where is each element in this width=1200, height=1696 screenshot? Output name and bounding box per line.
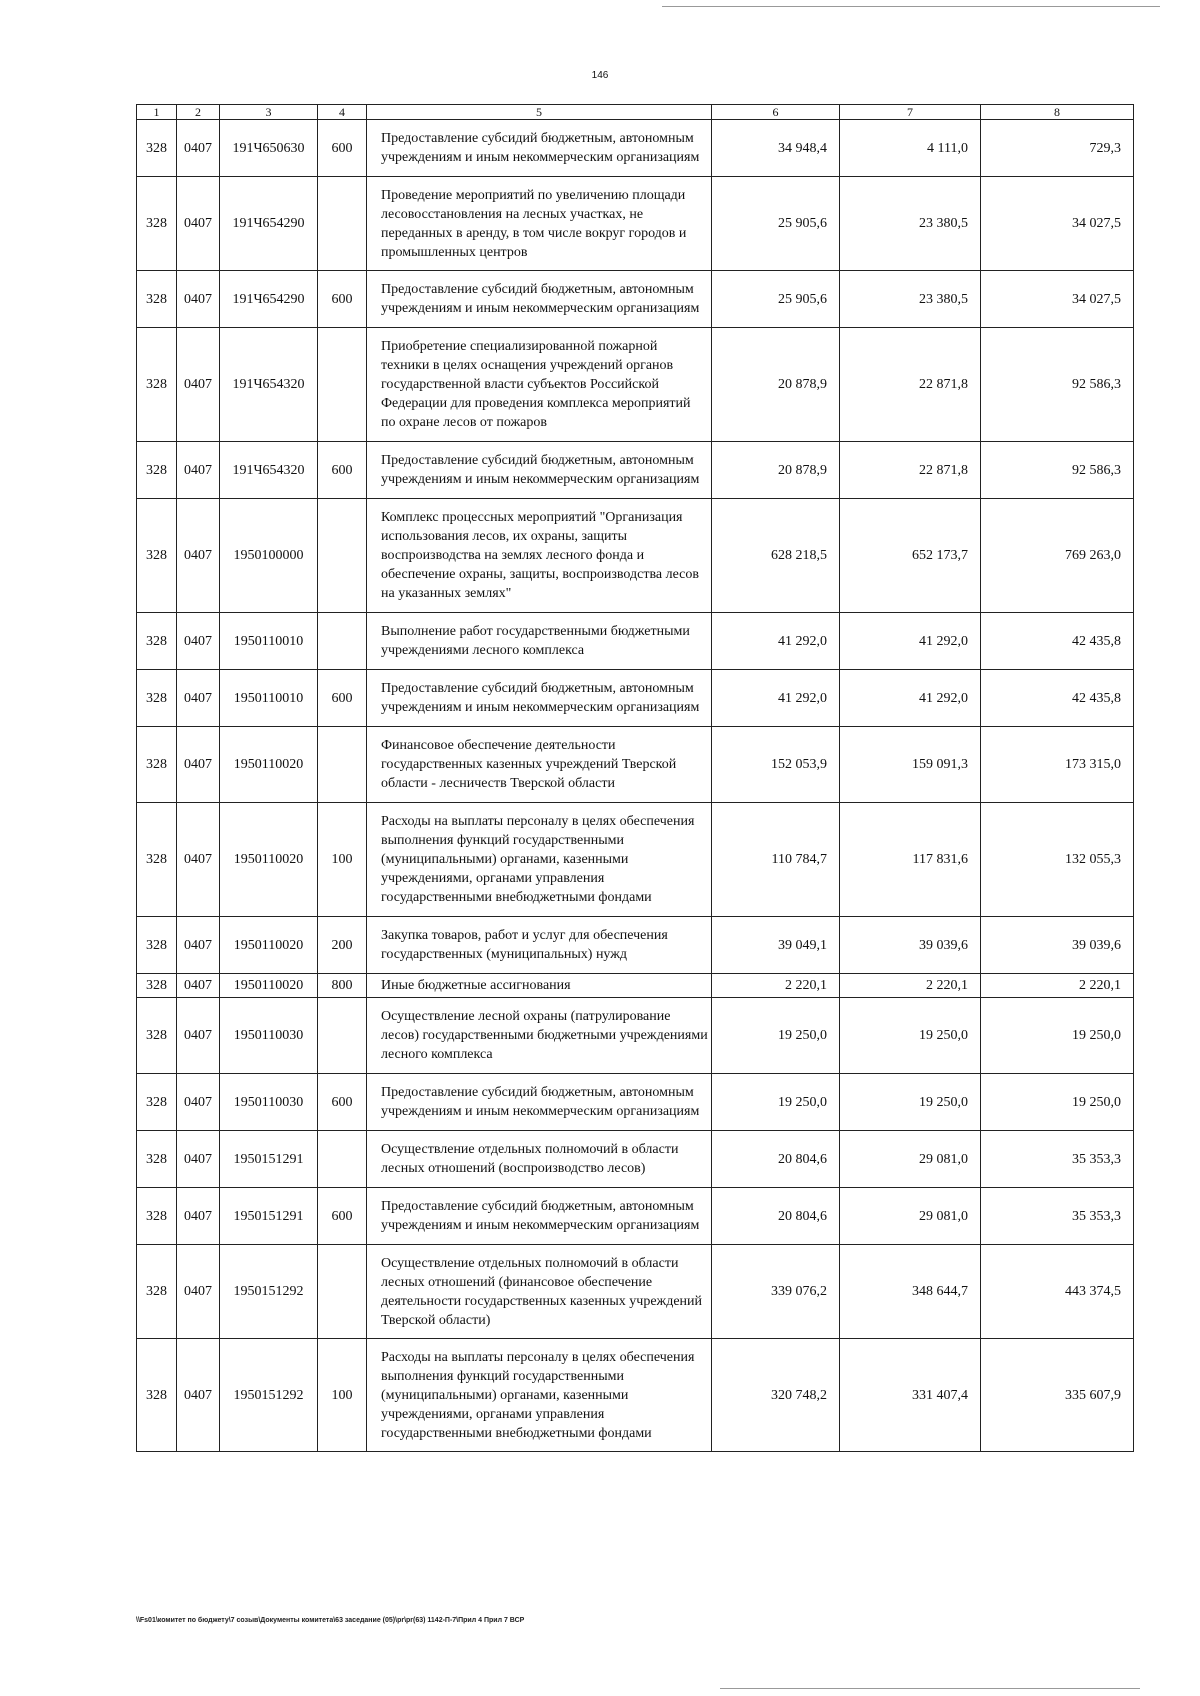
cell-value-6: 320 748,2 [712, 1339, 840, 1452]
cell-value-8: 92 586,3 [981, 328, 1134, 442]
header-col-1: 1 [137, 105, 177, 120]
cell-expense-type: 800 [318, 974, 367, 998]
cell-section: 0407 [177, 328, 220, 442]
cell-chapter: 328 [137, 499, 177, 613]
table-row [137, 1245, 1134, 1339]
table-row [137, 271, 1134, 328]
cell-chapter: 328 [137, 613, 177, 670]
cell-section: 0407 [177, 1245, 220, 1339]
cell-target-article: 1950110030 [220, 1074, 318, 1131]
cell-value-7: 19 250,0 [840, 1074, 981, 1131]
cell-chapter: 328 [137, 1131, 177, 1188]
cell-value-8: 335 607,9 [981, 1339, 1134, 1452]
footer-file-path: \\Fs01\комитет по бюджету\7 созыв\Документы комитета\63 заседание (05)\pr\pr(63) 1142-П-7\Прил 4 Прил 7 ВСР [136, 1617, 525, 1624]
cell-value-8: 2 220,1 [981, 974, 1134, 998]
cell-section: 0407 [177, 120, 220, 177]
cell-section: 0407 [177, 613, 220, 670]
cell-section: 0407 [177, 1188, 220, 1245]
cell-chapter: 328 [137, 271, 177, 328]
cell-target-article: 191Ч654290 [220, 177, 318, 271]
cell-value-7: 23 380,5 [840, 177, 981, 271]
table-row [137, 1188, 1134, 1245]
cell-expense-type [318, 998, 367, 1074]
cell-chapter: 328 [137, 917, 177, 974]
cell-expense-type: 100 [318, 803, 367, 917]
cell-value-8: 39 039,6 [981, 917, 1134, 974]
cell-chapter: 328 [137, 998, 177, 1074]
cell-chapter: 328 [137, 177, 177, 271]
cell-section: 0407 [177, 1074, 220, 1131]
cell-chapter: 328 [137, 442, 177, 499]
header-col-5: 5 [367, 105, 712, 120]
cell-target-article: 1950110020 [220, 803, 318, 917]
scan-top-line [662, 6, 1160, 7]
cell-value-6: 20 804,6 [712, 1131, 840, 1188]
cell-section: 0407 [177, 917, 220, 974]
cell-expense-type [318, 727, 367, 803]
cell-value-6: 25 905,6 [712, 271, 840, 328]
cell-target-article: 1950100000 [220, 499, 318, 613]
cell-section: 0407 [177, 1339, 220, 1452]
cell-chapter: 328 [137, 1074, 177, 1131]
cell-expense-type: 200 [318, 917, 367, 974]
scan-bottom-line [720, 1688, 1140, 1689]
cell-value-8: 92 586,3 [981, 442, 1134, 499]
cell-value-7: 652 173,7 [840, 499, 981, 613]
cell-section: 0407 [177, 442, 220, 499]
cell-description: Предоставление субсидий бюджетным, автономным учреждениям и иным некоммерческим организациям [367, 1188, 712, 1245]
cell-target-article: 1950151291 [220, 1188, 318, 1245]
cell-value-7: 22 871,8 [840, 442, 981, 499]
table-row [137, 1131, 1134, 1188]
header-col-3: 3 [220, 105, 318, 120]
cell-value-7: 39 039,6 [840, 917, 981, 974]
cell-expense-type: 600 [318, 670, 367, 727]
cell-expense-type: 600 [318, 271, 367, 328]
cell-target-article: 1950110010 [220, 613, 318, 670]
cell-target-article: 191Ч650630 [220, 120, 318, 177]
cell-chapter: 328 [137, 120, 177, 177]
cell-target-article: 191Ч654290 [220, 271, 318, 328]
cell-target-article: 1950110020 [220, 727, 318, 803]
cell-value-8: 132 055,3 [981, 803, 1134, 917]
cell-target-article: 1950110020 [220, 917, 318, 974]
cell-description: Предоставление субсидий бюджетным, автономным учреждениям и иным некоммерческим организациям [367, 271, 712, 328]
cell-target-article: 1950151292 [220, 1245, 318, 1339]
table-row [137, 328, 1134, 442]
cell-value-6: 20 804,6 [712, 1188, 840, 1245]
cell-description: Предоставление субсидий бюджетным, автономным учреждениям и иным некоммерческим организациям [367, 442, 712, 499]
cell-target-article: 1950151291 [220, 1131, 318, 1188]
cell-expense-type: 600 [318, 1074, 367, 1131]
cell-value-7: 2 220,1 [840, 974, 981, 998]
cell-value-8: 34 027,5 [981, 177, 1134, 271]
budget-table [136, 104, 1134, 1452]
cell-value-8: 42 435,8 [981, 670, 1134, 727]
cell-value-6: 152 053,9 [712, 727, 840, 803]
table-row [137, 803, 1134, 917]
cell-expense-type [318, 1245, 367, 1339]
cell-description: Проведение мероприятий по увеличению площади лесовосстановления на лесных участках, не переданных в аренду, в том числе вокруг городов и промышленных центров [367, 177, 712, 271]
cell-value-7: 19 250,0 [840, 998, 981, 1074]
cell-section: 0407 [177, 499, 220, 613]
cell-section: 0407 [177, 1131, 220, 1188]
table-row [137, 442, 1134, 499]
cell-chapter: 328 [137, 328, 177, 442]
cell-value-6: 20 878,9 [712, 328, 840, 442]
cell-value-8: 35 353,3 [981, 1188, 1134, 1245]
cell-section: 0407 [177, 727, 220, 803]
table-row [137, 1074, 1134, 1131]
cell-value-8: 34 027,5 [981, 271, 1134, 328]
cell-value-7: 117 831,6 [840, 803, 981, 917]
cell-value-6: 20 878,9 [712, 442, 840, 499]
page-number: 146 [591, 70, 609, 81]
cell-value-8: 443 374,5 [981, 1245, 1134, 1339]
cell-value-7: 29 081,0 [840, 1188, 981, 1245]
cell-description: Осуществление отдельных полномочий в области лесных отношений (воспроизводство лесов) [367, 1131, 712, 1188]
cell-value-7: 23 380,5 [840, 271, 981, 328]
cell-expense-type [318, 328, 367, 442]
cell-chapter: 328 [137, 1188, 177, 1245]
cell-target-article: 1950151292 [220, 1339, 318, 1452]
cell-value-6: 19 250,0 [712, 1074, 840, 1131]
table-row [137, 1339, 1134, 1452]
cell-value-7: 41 292,0 [840, 670, 981, 727]
cell-value-7: 29 081,0 [840, 1131, 981, 1188]
cell-value-6: 39 049,1 [712, 917, 840, 974]
cell-value-7: 22 871,8 [840, 328, 981, 442]
cell-chapter: 328 [137, 670, 177, 727]
cell-description: Предоставление субсидий бюджетным, автономным учреждениям и иным некоммерческим организациям [367, 670, 712, 727]
cell-description: Предоставление субсидий бюджетным, автономным учреждениям и иным некоммерческим организациям [367, 120, 712, 177]
table-row [137, 177, 1134, 271]
cell-chapter: 328 [137, 1245, 177, 1339]
cell-expense-type: 100 [318, 1339, 367, 1452]
cell-value-7: 4 111,0 [840, 120, 981, 177]
cell-value-6: 19 250,0 [712, 998, 840, 1074]
cell-section: 0407 [177, 803, 220, 917]
cell-description: Предоставление субсидий бюджетным, автономным учреждениям и иным некоммерческим организациям [367, 1074, 712, 1131]
cell-description: Иные бюджетные ассигнования [367, 974, 712, 998]
cell-value-8: 729,3 [981, 120, 1134, 177]
cell-target-article: 1950110030 [220, 998, 318, 1074]
header-row [137, 105, 1134, 120]
cell-expense-type [318, 613, 367, 670]
cell-section: 0407 [177, 974, 220, 998]
cell-value-8: 19 250,0 [981, 1074, 1134, 1131]
cell-target-article: 191Ч654320 [220, 328, 318, 442]
cell-value-7: 41 292,0 [840, 613, 981, 670]
cell-value-6: 2 220,1 [712, 974, 840, 998]
cell-section: 0407 [177, 271, 220, 328]
cell-description: Приобретение специализированной пожарной техники в целях оснащения учреждений органов государственной власти субъектов Российской Федерации для проведения комплекса мероприятий по охране лесов от пожаров [367, 328, 712, 442]
cell-description: Осуществление лесной охраны (патрулирование лесов) государственными бюджетными учреждениями лесного комплекса [367, 998, 712, 1074]
cell-description: Расходы на выплаты персоналу в целях обеспечения выполнения функций государственными (муниципальными) органами, казенными учреждениями, органами управления государственными внебюджетными фондами [367, 803, 712, 917]
cell-chapter: 328 [137, 974, 177, 998]
cell-description: Расходы на выплаты персоналу в целях обеспечения выполнения функций государственными (муниципальными) органами, казенными учреждениями, органами управления государственными внебюджетными фондами [367, 1339, 712, 1452]
cell-expense-type [318, 1131, 367, 1188]
cell-value-8: 19 250,0 [981, 998, 1134, 1074]
cell-expense-type: 600 [318, 120, 367, 177]
table-row [137, 613, 1134, 670]
table-row [137, 917, 1134, 974]
table-row [137, 499, 1134, 613]
cell-expense-type [318, 177, 367, 271]
cell-target-article: 1950110010 [220, 670, 318, 727]
cell-expense-type: 600 [318, 1188, 367, 1245]
cell-expense-type: 600 [318, 442, 367, 499]
table-body [137, 120, 1134, 1452]
cell-value-7: 159 091,3 [840, 727, 981, 803]
header-col-7: 7 [840, 105, 981, 120]
cell-description: Осуществление отдельных полномочий в области лесных отношений (финансовое обеспечение деятельности государственных казенных учреждений Тверской области) [367, 1245, 712, 1339]
cell-value-6: 25 905,6 [712, 177, 840, 271]
cell-value-8: 42 435,8 [981, 613, 1134, 670]
cell-target-article: 1950110020 [220, 974, 318, 998]
table-row [137, 670, 1134, 727]
cell-value-6: 628 218,5 [712, 499, 840, 613]
cell-chapter: 328 [137, 1339, 177, 1452]
cell-value-6: 110 784,7 [712, 803, 840, 917]
cell-section: 0407 [177, 177, 220, 271]
cell-chapter: 328 [137, 727, 177, 803]
table-row [137, 974, 1134, 998]
cell-description: Комплекс процессных мероприятий "Организация использования лесов, их охраны, защиты воспроизводства на землях лесного фонда и обеспечение охраны, защиты, воспроизводства лесов на указанных землях" [367, 499, 712, 613]
cell-value-6: 34 948,4 [712, 120, 840, 177]
cell-description: Закупка товаров, работ и услуг для обеспечения государственных (муниципальных) нужд [367, 917, 712, 974]
cell-description: Финансовое обеспечение деятельности государственных казенных учреждений Тверской области - лесничеств Тверской области [367, 727, 712, 803]
cell-value-6: 339 076,2 [712, 1245, 840, 1339]
cell-value-7: 348 644,7 [840, 1245, 981, 1339]
cell-value-8: 173 315,0 [981, 727, 1134, 803]
table-row [137, 120, 1134, 177]
cell-value-8: 35 353,3 [981, 1131, 1134, 1188]
table-row [137, 998, 1134, 1074]
cell-expense-type [318, 499, 367, 613]
header-col-6: 6 [712, 105, 840, 120]
cell-value-8: 769 263,0 [981, 499, 1134, 613]
cell-chapter: 328 [137, 803, 177, 917]
cell-description: Выполнение работ государственными бюджетными учреждениями лесного комплекса [367, 613, 712, 670]
cell-target-article: 191Ч654320 [220, 442, 318, 499]
header-col-8: 8 [981, 105, 1134, 120]
header-col-4: 4 [318, 105, 367, 120]
header-col-2: 2 [177, 105, 220, 120]
cell-value-7: 331 407,4 [840, 1339, 981, 1452]
cell-value-6: 41 292,0 [712, 613, 840, 670]
cell-section: 0407 [177, 998, 220, 1074]
cell-value-6: 41 292,0 [712, 670, 840, 727]
table-row [137, 727, 1134, 803]
cell-section: 0407 [177, 670, 220, 727]
